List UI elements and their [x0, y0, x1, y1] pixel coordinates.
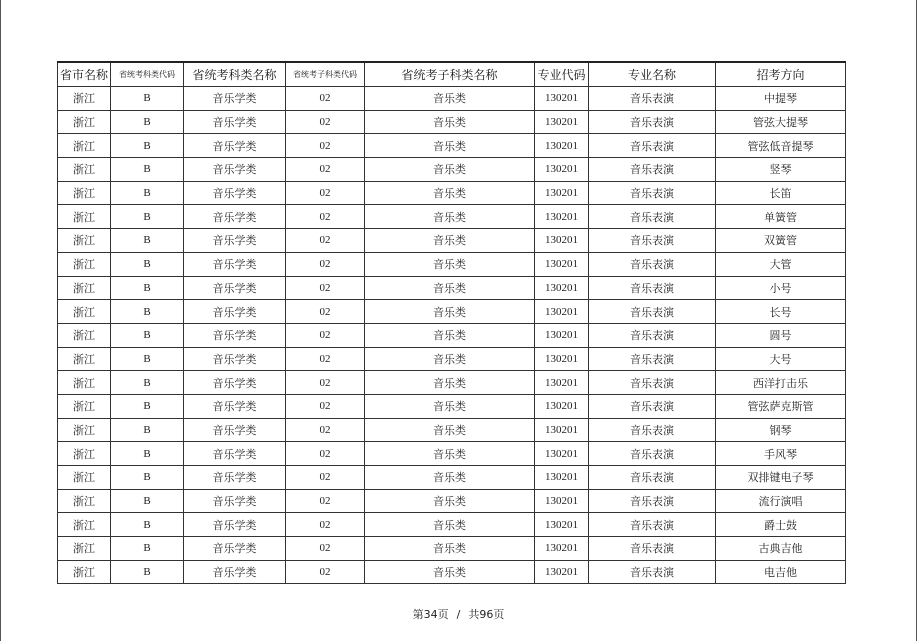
cell-category-name: 音乐学类 [184, 134, 286, 158]
header-direction: 招考方向 [716, 62, 846, 87]
cell-category-name: 音乐学类 [184, 560, 286, 584]
cell-subcategory-name: 音乐类 [365, 134, 535, 158]
cell-category-code: B [111, 371, 184, 395]
header-category-name: 省统考科类名称 [184, 62, 286, 87]
table-row [58, 418, 846, 442]
cell-subcategory-name: 音乐类 [365, 229, 535, 253]
cell-direction: 管弦低音提琴 [716, 134, 846, 158]
cell-subcategory-code: 02 [286, 229, 365, 253]
cell-province: 浙江 [58, 537, 111, 561]
table-row [58, 442, 846, 466]
cell-category-code: B [111, 442, 184, 466]
cell-subcategory-code: 02 [286, 205, 365, 229]
cell-subcategory-name: 音乐类 [365, 466, 535, 490]
cell-subcategory-code: 02 [286, 466, 365, 490]
cell-subcategory-name: 音乐类 [365, 276, 535, 300]
table-row [58, 347, 846, 371]
table-row [58, 87, 846, 111]
cell-province: 浙江 [58, 489, 111, 513]
cell-category-code: B [111, 158, 184, 182]
table-row [58, 537, 846, 561]
cell-major-code: 130201 [535, 347, 589, 371]
table-row [58, 560, 846, 584]
cell-major-name: 音乐表演 [589, 347, 716, 371]
cell-direction: 管弦大提琴 [716, 110, 846, 134]
cell-direction: 西洋打击乐 [716, 371, 846, 395]
cell-province: 浙江 [58, 371, 111, 395]
cell-province: 浙江 [58, 134, 111, 158]
cell-province: 浙江 [58, 110, 111, 134]
cell-province: 浙江 [58, 347, 111, 371]
cell-subcategory-code: 02 [286, 323, 365, 347]
cell-major-code: 130201 [535, 560, 589, 584]
table-row [58, 466, 846, 490]
cell-subcategory-name: 音乐类 [365, 560, 535, 584]
cell-major-name: 音乐表演 [589, 466, 716, 490]
cell-major-name: 音乐表演 [589, 110, 716, 134]
cell-direction: 长笛 [716, 181, 846, 205]
cell-subcategory-code: 02 [286, 513, 365, 537]
cell-province: 浙江 [58, 252, 111, 276]
cell-category-name: 音乐学类 [184, 276, 286, 300]
cell-category-code: B [111, 537, 184, 561]
page-left-border [0, 0, 1, 641]
page-separator: / [456, 608, 461, 621]
cell-subcategory-name: 音乐类 [365, 394, 535, 418]
cell-category-code: B [111, 489, 184, 513]
cell-category-code: B [111, 394, 184, 418]
header-major-name: 专业名称 [589, 62, 716, 87]
cell-province: 浙江 [58, 87, 111, 111]
enrollment-table [57, 61, 846, 584]
current-page: 第34页 [412, 608, 449, 621]
cell-category-name: 音乐学类 [184, 513, 286, 537]
cell-major-name: 音乐表演 [589, 418, 716, 442]
cell-subcategory-code: 02 [286, 158, 365, 182]
cell-subcategory-name: 音乐类 [365, 489, 535, 513]
cell-direction: 管弦萨克斯管 [716, 394, 846, 418]
cell-subcategory-code: 02 [286, 394, 365, 418]
table-row [58, 489, 846, 513]
cell-subcategory-name: 音乐类 [365, 252, 535, 276]
cell-category-name: 音乐学类 [184, 158, 286, 182]
cell-subcategory-name: 音乐类 [365, 205, 535, 229]
cell-subcategory-name: 音乐类 [365, 87, 535, 111]
cell-major-code: 130201 [535, 371, 589, 395]
cell-direction: 长号 [716, 300, 846, 324]
cell-subcategory-name: 音乐类 [365, 181, 535, 205]
cell-subcategory-code: 02 [286, 134, 365, 158]
cell-major-code: 130201 [535, 276, 589, 300]
cell-direction: 流行演唱 [716, 489, 846, 513]
table-row [58, 205, 846, 229]
cell-subcategory-code: 02 [286, 347, 365, 371]
cell-province: 浙江 [58, 513, 111, 537]
cell-category-name: 音乐学类 [184, 442, 286, 466]
cell-direction: 手风琴 [716, 442, 846, 466]
cell-category-name: 音乐学类 [184, 537, 286, 561]
cell-major-code: 130201 [535, 229, 589, 253]
table-row [58, 252, 846, 276]
cell-category-name: 音乐学类 [184, 181, 286, 205]
cell-major-name: 音乐表演 [589, 300, 716, 324]
cell-category-name: 音乐学类 [184, 489, 286, 513]
cell-subcategory-code: 02 [286, 276, 365, 300]
cell-province: 浙江 [58, 394, 111, 418]
cell-major-code: 130201 [535, 134, 589, 158]
cell-direction: 双排键电子琴 [716, 466, 846, 490]
cell-major-code: 130201 [535, 537, 589, 561]
cell-subcategory-name: 音乐类 [365, 347, 535, 371]
cell-major-name: 音乐表演 [589, 537, 716, 561]
cell-subcategory-name: 音乐类 [365, 110, 535, 134]
cell-major-name: 音乐表演 [589, 181, 716, 205]
cell-category-code: B [111, 205, 184, 229]
header-province: 省市名称 [58, 62, 111, 87]
cell-subcategory-code: 02 [286, 371, 365, 395]
total-pages: 共96页 [468, 608, 505, 621]
cell-category-name: 音乐学类 [184, 466, 286, 490]
cell-category-name: 音乐学类 [184, 418, 286, 442]
cell-category-code: B [111, 87, 184, 111]
cell-major-name: 音乐表演 [589, 442, 716, 466]
cell-province: 浙江 [58, 158, 111, 182]
cell-direction: 大号 [716, 347, 846, 371]
cell-province: 浙江 [58, 418, 111, 442]
cell-direction: 钢琴 [716, 418, 846, 442]
table-row [58, 110, 846, 134]
cell-major-code: 130201 [535, 87, 589, 111]
cell-province: 浙江 [58, 442, 111, 466]
cell-major-code: 130201 [535, 466, 589, 490]
table-row [58, 394, 846, 418]
table-row [58, 371, 846, 395]
cell-major-code: 130201 [535, 513, 589, 537]
cell-category-name: 音乐学类 [184, 300, 286, 324]
table-row [58, 134, 846, 158]
cell-category-name: 音乐学类 [184, 371, 286, 395]
cell-major-name: 音乐表演 [589, 371, 716, 395]
cell-major-code: 130201 [535, 110, 589, 134]
cell-subcategory-name: 音乐类 [365, 158, 535, 182]
cell-direction: 双簧管 [716, 229, 846, 253]
cell-direction: 圆号 [716, 323, 846, 347]
cell-subcategory-code: 02 [286, 442, 365, 466]
cell-province: 浙江 [58, 300, 111, 324]
cell-province: 浙江 [58, 276, 111, 300]
cell-subcategory-code: 02 [286, 181, 365, 205]
page-footer [0, 606, 917, 622]
cell-major-name: 音乐表演 [589, 229, 716, 253]
cell-category-code: B [111, 181, 184, 205]
cell-direction: 古典吉他 [716, 537, 846, 561]
cell-major-code: 130201 [535, 394, 589, 418]
table-row [58, 300, 846, 324]
cell-major-code: 130201 [535, 205, 589, 229]
cell-major-name: 音乐表演 [589, 394, 716, 418]
cell-category-code: B [111, 252, 184, 276]
cell-category-code: B [111, 300, 184, 324]
cell-category-name: 音乐学类 [184, 252, 286, 276]
cell-major-code: 130201 [535, 158, 589, 182]
cell-direction: 大管 [716, 252, 846, 276]
cell-major-code: 130201 [535, 300, 589, 324]
cell-major-code: 130201 [535, 323, 589, 347]
cell-category-code: B [111, 418, 184, 442]
cell-subcategory-name: 音乐类 [365, 371, 535, 395]
cell-direction: 电吉他 [716, 560, 846, 584]
cell-province: 浙江 [58, 323, 111, 347]
table-row [58, 229, 846, 253]
cell-subcategory-name: 音乐类 [365, 513, 535, 537]
cell-province: 浙江 [58, 181, 111, 205]
cell-province: 浙江 [58, 205, 111, 229]
cell-category-name: 音乐学类 [184, 229, 286, 253]
cell-major-name: 音乐表演 [589, 513, 716, 537]
header-major-code: 专业代码 [535, 62, 589, 87]
cell-subcategory-code: 02 [286, 300, 365, 324]
cell-subcategory-name: 音乐类 [365, 537, 535, 561]
cell-category-code: B [111, 110, 184, 134]
cell-category-code: B [111, 513, 184, 537]
cell-province: 浙江 [58, 466, 111, 490]
cell-major-name: 音乐表演 [589, 276, 716, 300]
cell-subcategory-name: 音乐类 [365, 323, 535, 347]
table-row [58, 181, 846, 205]
cell-category-code: B [111, 134, 184, 158]
table-header-row [58, 62, 846, 87]
cell-major-name: 音乐表演 [589, 87, 716, 111]
cell-major-name: 音乐表演 [589, 205, 716, 229]
table-row [58, 323, 846, 347]
cell-province: 浙江 [58, 229, 111, 253]
cell-category-name: 音乐学类 [184, 205, 286, 229]
cell-major-name: 音乐表演 [589, 489, 716, 513]
cell-category-code: B [111, 276, 184, 300]
cell-category-code: B [111, 347, 184, 371]
cell-category-name: 音乐学类 [184, 110, 286, 134]
cell-direction: 爵士鼓 [716, 513, 846, 537]
cell-subcategory-name: 音乐类 [365, 300, 535, 324]
table-row [58, 158, 846, 182]
cell-subcategory-name: 音乐类 [365, 442, 535, 466]
cell-subcategory-code: 02 [286, 537, 365, 561]
cell-major-name: 音乐表演 [589, 134, 716, 158]
cell-direction: 单簧管 [716, 205, 846, 229]
cell-subcategory-code: 02 [286, 110, 365, 134]
cell-category-code: B [111, 560, 184, 584]
cell-major-name: 音乐表演 [589, 158, 716, 182]
cell-major-name: 音乐表演 [589, 560, 716, 584]
cell-category-code: B [111, 323, 184, 347]
table-row [58, 513, 846, 537]
cell-subcategory-code: 02 [286, 418, 365, 442]
cell-category-name: 音乐学类 [184, 323, 286, 347]
table-row [58, 276, 846, 300]
cell-category-code: B [111, 466, 184, 490]
cell-subcategory-code: 02 [286, 560, 365, 584]
cell-category-name: 音乐学类 [184, 347, 286, 371]
cell-category-code: B [111, 229, 184, 253]
cell-major-code: 130201 [535, 489, 589, 513]
cell-major-code: 130201 [535, 442, 589, 466]
cell-subcategory-code: 02 [286, 489, 365, 513]
cell-province: 浙江 [58, 560, 111, 584]
cell-subcategory-code: 02 [286, 252, 365, 276]
cell-category-name: 音乐学类 [184, 87, 286, 111]
cell-major-name: 音乐表演 [589, 252, 716, 276]
cell-subcategory-name: 音乐类 [365, 418, 535, 442]
cell-major-name: 音乐表演 [589, 323, 716, 347]
cell-subcategory-code: 02 [286, 87, 365, 111]
cell-category-name: 音乐学类 [184, 394, 286, 418]
cell-direction: 小号 [716, 276, 846, 300]
cell-major-code: 130201 [535, 418, 589, 442]
cell-direction: 竖琴 [716, 158, 846, 182]
header-subcategory-name: 省统考子科类名称 [365, 62, 535, 87]
header-subcategory-code: 省统考子科类代码 [286, 62, 365, 87]
cell-major-code: 130201 [535, 252, 589, 276]
header-category-code: 省统考科类代码 [111, 62, 184, 87]
cell-major-code: 130201 [535, 181, 589, 205]
cell-direction: 中提琴 [716, 87, 846, 111]
